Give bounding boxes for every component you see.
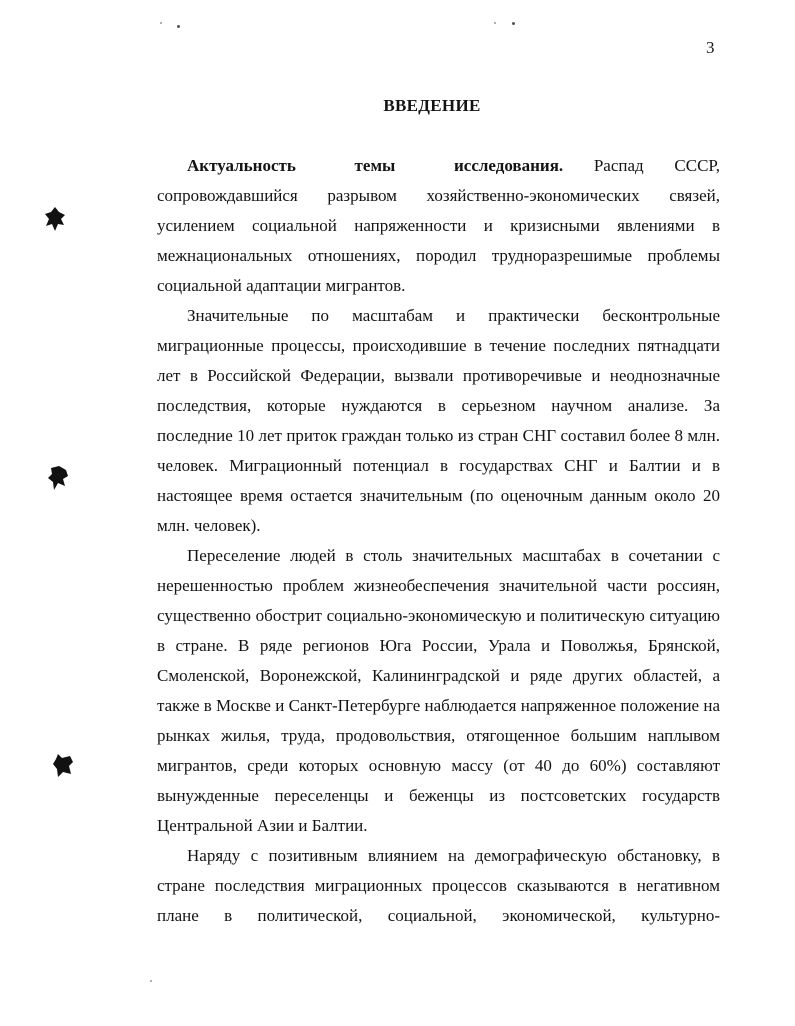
paragraph-relevance [157, 151, 720, 301]
scan-speck [177, 25, 180, 28]
scan-speck [512, 22, 515, 25]
body-text [157, 151, 720, 931]
paragraph-lead: Актуальность темы исследования. [187, 156, 564, 175]
scan-speck [160, 22, 162, 24]
scan-speck [150, 980, 152, 982]
binding-mark-icon [44, 206, 66, 232]
paragraph-text: Распад СССР, сопровождавшийся разрывом хозяйственно-экономических связей, усилением социальной напряженности и кризисными явлениями в межнациональных отношениях, породил трудноразрешимые проблемы социальной адаптации мигрантов. [157, 156, 720, 295]
page-title: ВВЕДЕНИЕ [383, 96, 481, 115]
paragraph-resettlement: Переселение людей в столь значительных масштабах в сочетании с нерешенностью проблем жизнеобеспечения значительной части россиян, существенно обострит социально-экономическую и политическую ситуацию в стране. В ряде регионов Юга России, Урала и Поволжья, Брянской, Смоленской, Воронежской, Калининградской и ряде других областей, а также в Москве и Санкт-Петербурге наблюдается напряженное положение на рынках жилья, труда, продовольствия, отягощенное большим наплывом мигрантов, среди которых основную массу (от 40 до 60%) составляют вынужденные переселенцы и беженцы из постсоветских государств Центральной Азии и Балтии. [157, 546, 720, 835]
page-number: 3 [706, 38, 715, 57]
scan-speck [494, 22, 496, 24]
binding-mark-icon [52, 752, 74, 778]
paragraph-consequences: Наряду с позитивным влиянием на демографическую обстановку, в стране последствия миграционных процессов сказываются в негативном плане в политической, социальной, экономической, культурно- [157, 846, 720, 925]
paragraph-migration-processes: Значительные по масштабам и практически бесконтрольные миграционные процессы, происходившие в течение последних пятнадцати лет в Российской Федерации, вызвали противоречивые и неоднозначные последствия, которые нуждаются в серьезном научном анализе. За последние 10 лет приток граждан только из стран СНГ составил более 8 млн. человек. Миграционный потенциал в государствах СНГ и Балтии и в настоящее время остается значительным (по оценочным данным около 20 млн. человек). [157, 306, 720, 535]
binding-mark-icon [47, 465, 69, 491]
